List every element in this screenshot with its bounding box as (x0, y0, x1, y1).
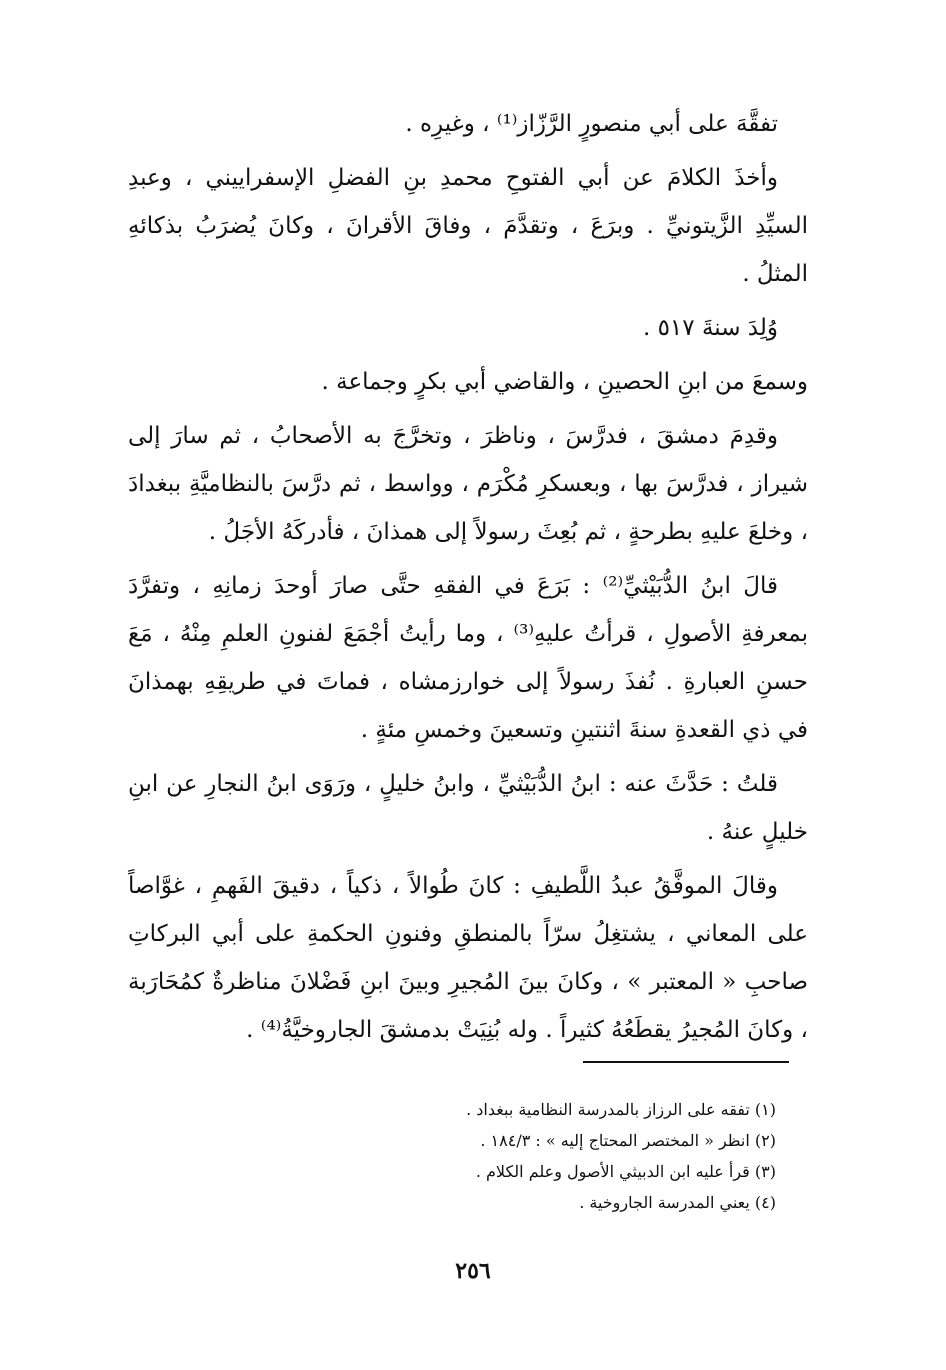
paragraph-narrators: قلتُ : حَدَّثَ عنه : ابنُ الدُّبَيْثيِّ ، وابنُ خليلٍ ، ورَوَى ابنُ النجارِ عن ابنِ خليلٍ عنهُ . (128, 771, 808, 845)
footnote-4: (٤) يعني المدرسة الجاروخية . (579, 1193, 776, 1212)
footnote-separator (583, 1061, 789, 1063)
page-number: ٢٥٦ (455, 1258, 491, 1284)
paragraph-birth: وُلِدَ سنةَ ٥١٧ . (642, 315, 778, 341)
paragraph-heard-from: وسمعَ من ابنِ الحصينِ ، والقاضي أبي بكرٍ وجماعة . (321, 369, 808, 395)
main-text (128, 100, 808, 1060)
paragraph-studied-fiqh: تفقَّهَ على أبي منصورٍ الرَّزّاز⁽¹⁾ ، وغيرِه . (405, 111, 778, 137)
footnotes (380, 1094, 776, 1218)
paragraph-abd-al-latif: وقالَ الموفَّقُ عبدُ اللَّطيفِ : كانَ طُوالاً ، ذكياً ، دقيقَ الفَهمِ ، غوَّاصاً على المعاني ، يشتغِلُ سرّاً بالمنطقِ وفنونِ الحكمةِ على أبي البركاتِ صاحبِ « المعتبر » ، وكانَ بينَ المُجيرِ وبينَ ابنِ فَضْلانَ مناظرةٌ كمُحَارَبة ، وكانَ المُجيرُ يقطَعُهُ كثيراً . وله بُنِيَتْ بدمشقَ الجاروخيَّةُ⁽⁴⁾ . (128, 873, 808, 1043)
footnote-2: (٢) انظر « المختصر المحتاج إليه » : ١٨٤/٣ . (480, 1131, 776, 1150)
paragraph-kalam: وأخذَ الكلامَ عن أبي الفتوحِ محمدِ بنِ الفضلِ الإسفراييني ، وعبدِ السيِّدِ الزَّيتونيِّ . وبرَعَ ، وتقدَّمَ ، وفاقَ الأقرانَ ، وكانَ يُضرَبُ بذكائهِ المثلُ . (128, 165, 808, 287)
footnote-1: (١) تفقه على الرزاز بالمدرسة النظامية ببغداد . (466, 1100, 776, 1119)
paragraph-ibn-dubaythi: قالَ ابنُ الدُّبَيْثيِّ⁽²⁾ : بَرَعَ في الفقهِ حتَّى صارَ أوحدَ زمانِهِ ، وتفرَّدَ بمعرفةِ الأصولِ ، قرأتُ عليهِ⁽³⁾ ، وما رأيتُ أجْمَعَ لفنونِ العلمِ مِنْهُ ، مَعَ حسنِ العبارةِ . نُفذَ رسولاً إلى خوارزمشاه ، فماتَ في طريقِهِ بهمذانَ في ذي القعدةِ سنةَ اثنتينِ وتسعينَ وخمسِ مئةٍ . (128, 573, 809, 743)
paragraph-travels: وقدِمَ دمشقَ ، فدرَّسَ ، وناظرَ ، وتخرَّجَ به الأصحابُ ، ثم سارَ إلى شيراز ، فدرَّسَ بها ، وبعسكرِ مُكْرَم ، وواسط ، ثم درَّسَ بالنظاميَّةِ ببغدادَ ، وخلعَ عليهِ بطرحةٍ ، ثم بُعِثَ رسولاً إلى همذانَ ، فأدركَهُ الأجَلُ . (128, 423, 808, 545)
footnote-3: (٣) قرأ عليه ابن الدبيثي الأصول وعلم الكلام . (475, 1162, 776, 1181)
